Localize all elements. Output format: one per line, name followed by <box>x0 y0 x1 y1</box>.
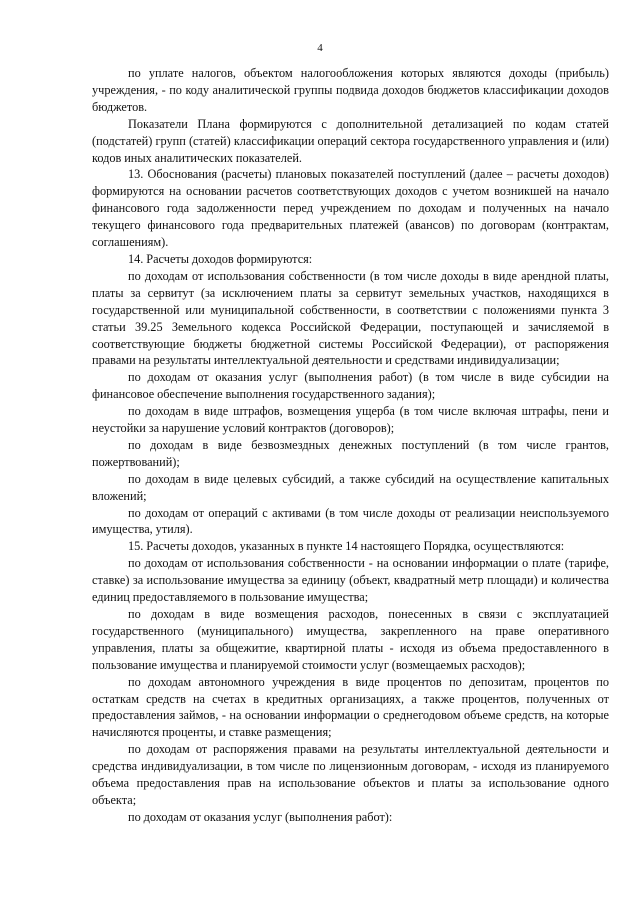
paragraph: 15. Расчеты доходов, указанных в пункте 14 настоящего Порядка, осуществляются: <box>128 539 565 554</box>
paragraph: 13. Обоснования (расчеты) плановых показателей поступлений (далее – расчеты доходов) формируются на основании расчетов соответствующих доходов с учетом возникшей на начало финансового года задолженности перед учреждением по доходам и полученных на начало текущего финансового года предварительных платежей (авансов) по договорам (контрактам, соглашениям). <box>92 167 609 250</box>
page-number: 4 <box>317 42 323 54</box>
paragraph: по доходам автономного учреждения в виде процентов по депозитам, процентов по остаткам средств на счетах в кредитных организациях, а также процентов, полученных от предоставления займов, - на основании информации о среднегодовом объеме средств, на которые начисляются проценты, и ставке размещения; <box>92 674 609 740</box>
paragraph: по доходам от использования собственности - на основании информации о плате (тарифе, ставке) за использование имущества за единицу (объект, квадратный метр площади) и количества единиц предоставляемого в пользование имущества; <box>92 556 609 605</box>
paragraph: 14. Расчеты доходов формируются: <box>128 251 313 266</box>
paragraph: по доходам в виде штрафов, возмещения ущерба (в том числе включая штрафы, пени и неустойки за нарушение условий контрактов (договоров); <box>92 404 609 436</box>
paragraph: по доходам от оказания услуг (выполнения работ) (в том числе в виде субсидии на финансовое обеспечение выполнения государственного задания); <box>92 370 609 402</box>
paragraph: по доходам от оказания услуг (выполнения работ): <box>128 809 393 824</box>
paragraph: по доходам от использования собственности (в том числе доходы в виде арендной платы, платы за сервитут (за исключением платы за сервитут земельных участков, находящихся в государственной или муниципальной собственности, в соответствии с положениями пункта 3 статьи 39.25 Земельного кодекса Российской Федерации, поступающей и зачисляемой в соответствующие бюджеты бюджетной системы Российской Федерации), от распоряжения правами на результаты интеллектуальной деятельности и средствами индивидуализации; <box>92 268 609 368</box>
paragraph: по доходам от операций с активами (в том числе доходы от реализации неиспользуемого имущества, утиля). <box>92 505 609 537</box>
paragraph: Показатели Плана формируются с дополнительной детализацией по кодам статей (подстатей) групп (статей) классификации операций сектора государственного управления и (или) кодов иных аналитических показателей. <box>92 116 609 165</box>
paragraph: по уплате налогов, объектом налогообложения которых являются доходы (прибыль) учреждения, - по коду аналитической группы подвида доходов бюджетов классификации доходов бюджетов. <box>92 66 609 114</box>
document-body <box>92 65 609 826</box>
paragraph: по доходам в виде безвозмездных денежных поступлений (в том числе грантов, пожертвований); <box>92 437 609 469</box>
paragraph: по доходам от распоряжения правами на результаты интеллектуальной деятельности и средства индивидуализации, в том числе по лицензионным договорам, - исходя из планируемого объема предоставления прав на использование объектов и платы за использование одного объекта; <box>92 742 609 807</box>
paragraph: по доходам в виде возмещения расходов, понесенных в связи с эксплуатацией государственного (муниципального) имущества, закрепленного на праве оперативного управления, платы за общежитие, квартирной платы - исходя из объема предоставленного в пользование имущества и планируемой стоимости услуг (возмещаемых расходов); <box>92 607 609 672</box>
paragraph: по доходам в виде целевых субсидий, а также субсидий на осуществление капитальных вложений; <box>92 471 609 503</box>
